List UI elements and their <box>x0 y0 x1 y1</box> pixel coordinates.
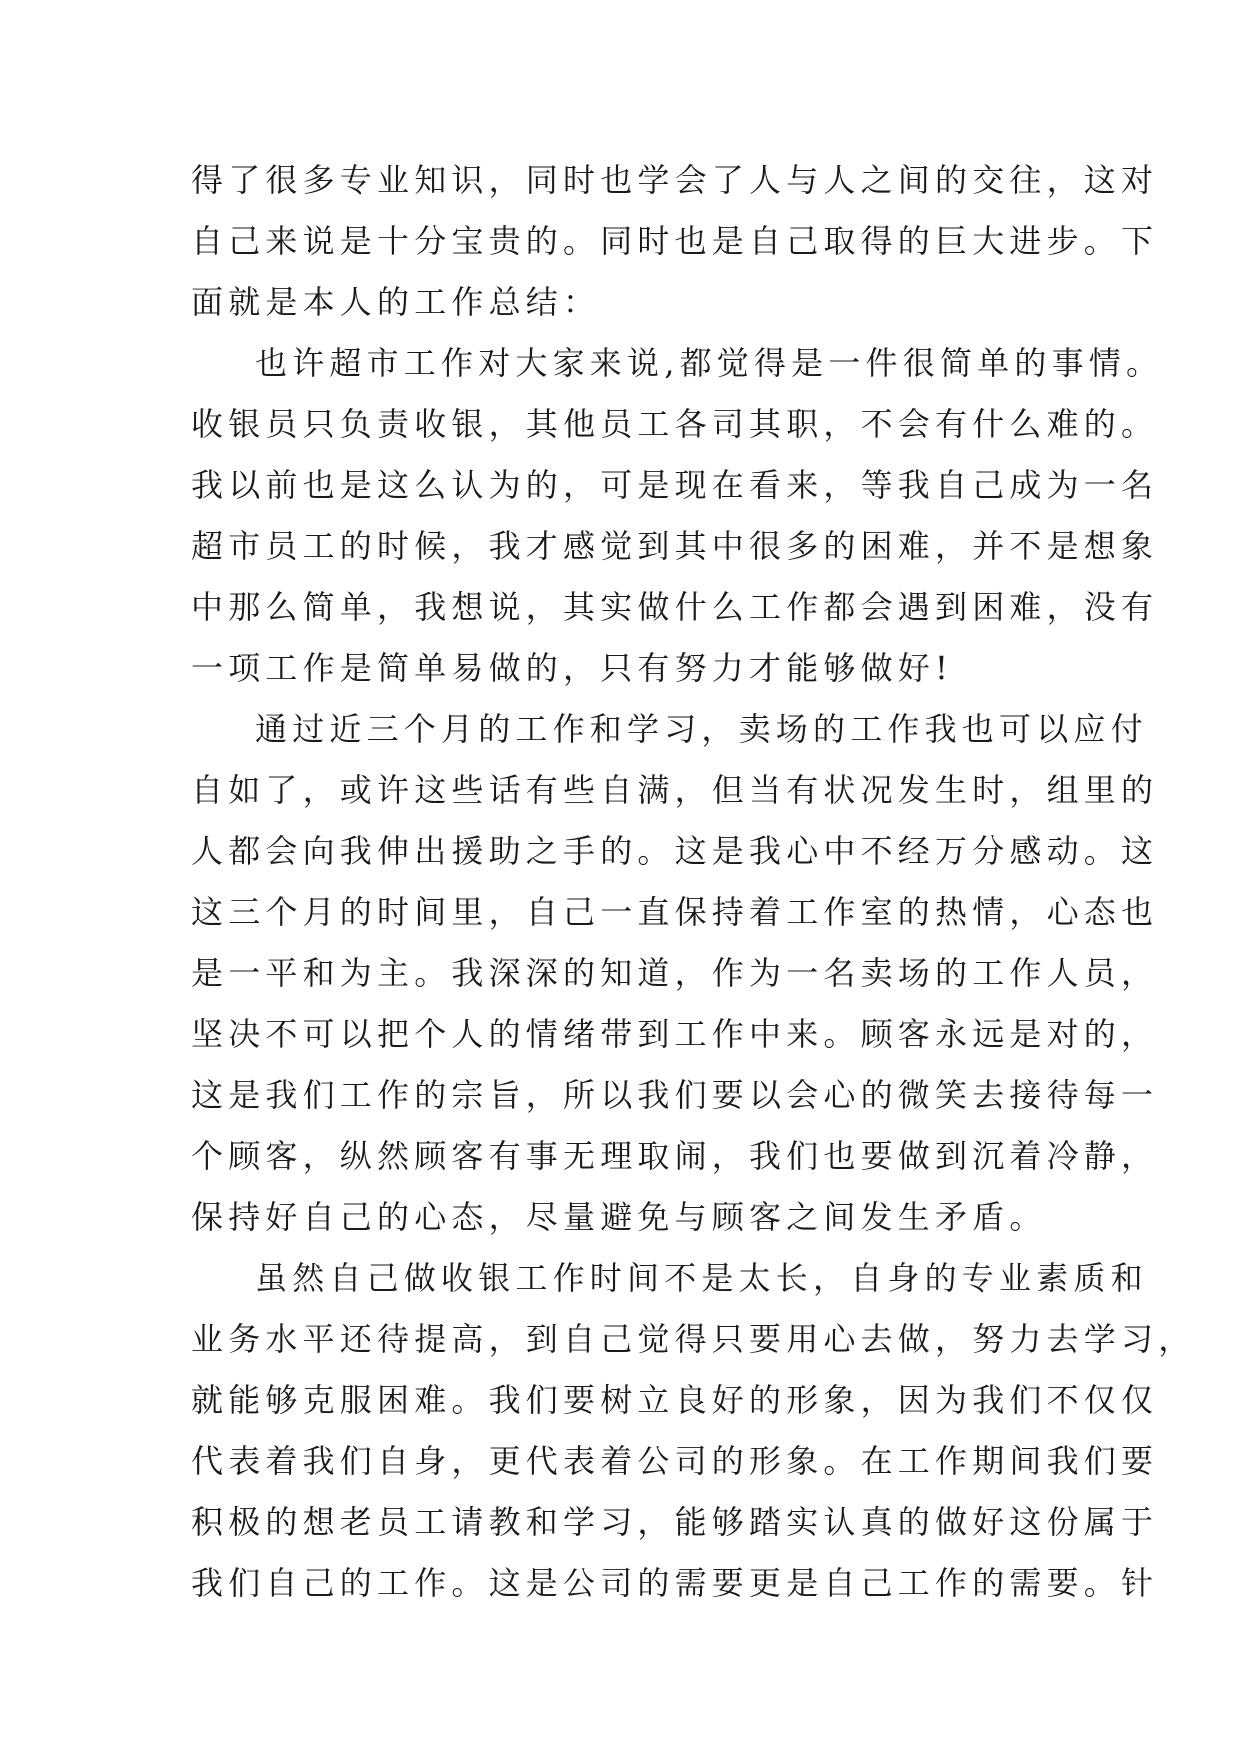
paragraph-first-line: 也许超市工作对大家来说,都觉得是一件很简单的事情。 <box>255 344 1164 382</box>
text-line: 一项工作是简单易做的，只有努力才能够做好! <box>191 649 954 687</box>
text-line: 这三个月的时间里，自己一直保持着工作室的热情，心态也 <box>191 893 1159 931</box>
text-line: 我们自己的工作。这是公司的需要更是自己工作的需要。针 <box>191 1564 1159 1602</box>
text-line: 收银员只负责收银，其他员工各司其职，不会有什么难的。 <box>191 405 1159 443</box>
text-line: 自己来说是十分宝贵的。同时也是自己取得的巨大进步。下 <box>191 222 1159 260</box>
document-body <box>191 150 1196 1614</box>
text-line: 坚决不可以把个人的情绪带到工作中来。顾客永远是对的， <box>191 1015 1159 1053</box>
text-line: 积极的想老员工请教和学习，能够踏实认真的做好这份属于 <box>191 1503 1159 1541</box>
paragraph-first-line: 通过近三个月的工作和学习，卖场的工作我也可以应付 <box>255 710 1148 748</box>
text-line: 面就是本人的工作总结： <box>191 283 601 321</box>
text-line: 是一平和为主。我深深的知道，作为一名卖场的工作人员， <box>191 954 1159 992</box>
text-line: 就能够克服困难。我们要树立良好的形象，因为我们不仅仅 <box>191 1381 1159 1419</box>
text-line: 代表着我们自身，更代表着公司的形象。在工作期间我们要 <box>191 1442 1159 1480</box>
text-line: 自如了，或许这些话有些自满，但当有状况发生时，组里的 <box>191 771 1159 809</box>
text-line: 我以前也是这么认为的，可是现在看来，等我自己成为一名 <box>191 466 1159 504</box>
text-line: 这是我们工作的宗旨，所以我们要以会心的微笑去接待每一 <box>191 1076 1159 1114</box>
text-line: 得了很多专业知识，同时也学会了人与人之间的交往，这对 <box>191 161 1159 199</box>
text-line: 保持好自己的心态，尽量避免与顾客之间发生矛盾。 <box>191 1198 1047 1236</box>
text-line: 超市员工的时候，我才感觉到其中很多的困难，并不是想象 <box>191 527 1159 565</box>
text-line: 业务水平还待提高，到自己觉得只要用心去做，努力去学习， <box>191 1320 1196 1358</box>
text-line: 个顾客，纵然顾客有事无理取闹，我们也要做到沉着冷静， <box>191 1137 1159 1175</box>
text-line: 中那么简单，我想说，其实做什么工作都会遇到困难，没有 <box>191 588 1159 626</box>
text-line: 人都会向我伸出援助之手的。这是我心中不经万分感动。这 <box>191 832 1159 870</box>
paragraph-first-line: 虽然自己做收银工作时间不是太长，自身的专业素质和 <box>255 1259 1148 1297</box>
